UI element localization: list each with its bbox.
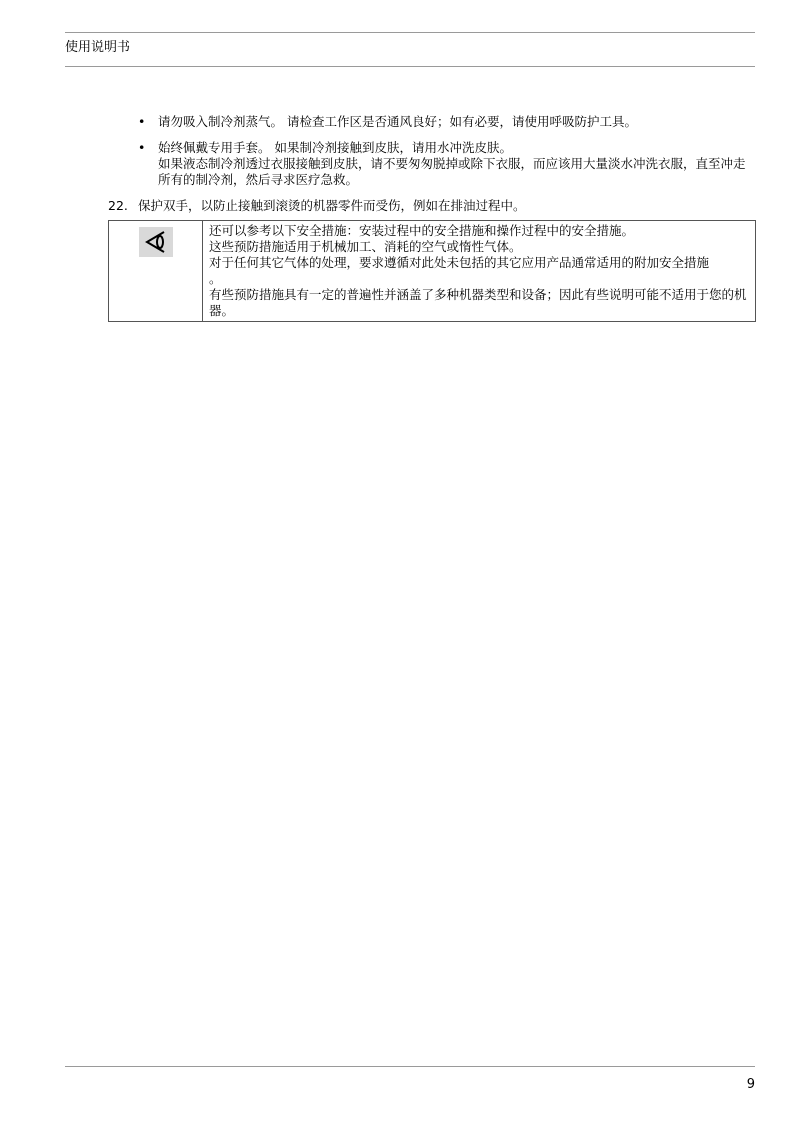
bullet-text: 始终佩戴专用手套。 如果制冷剂接触到皮肤，请用水冲洗皮肤。 (158, 140, 512, 155)
header-top-rule (65, 32, 755, 33)
bullet-dot: • (138, 114, 146, 129)
footer-rule (65, 1066, 755, 1067)
note-line: 对于任何其它气体的处理，要求遵循对此处未包括的其它应用产品通常适用的附加安全措施 (209, 255, 710, 270)
header-bottom-rule (65, 66, 755, 67)
bullet-text: 请勿吸入制冷剂蒸气。 请检查工作区是否通风良好；如有必要，请使用呼吸防护工具。 (158, 114, 637, 129)
note-icon-cell (109, 221, 203, 322)
item-text: 保护双手，以防止接触到滚烫的机器零件而受伤，例如在排油过程中。 (138, 198, 526, 213)
note-box (108, 220, 756, 322)
note-line: 这些预防措施适用于机械加工、消耗的空气或惰性气体。 (209, 239, 522, 254)
bullet-item (108, 140, 756, 188)
note-line: 有些预防措施具有一定的普遍性并涵盖了多种机器类型和设备；因此有些说明可能不适用于您的机器。 (209, 287, 747, 318)
numbered-item-22 (108, 198, 756, 214)
document-title: 使用说明书 (65, 40, 131, 55)
note-line: 还可以参考以下安全措施：安装过程中的安全措施和操作过程中的安全措施。 (209, 223, 635, 238)
page-number: 9 (746, 1077, 755, 1092)
bullet-dot: • (138, 140, 146, 155)
bullet-item (108, 114, 756, 130)
note-text-cell (203, 221, 756, 322)
item-number: 22. (108, 198, 128, 213)
bullet-text: 如果液态制冷剂透过衣服接触到皮肤，请不要匆匆脱掉或除下衣服，而应该用大量淡水冲洗衣服，直至冲走所有的制冷剂，然后寻求医疗急救。 (158, 156, 746, 187)
eye-note-icon (139, 227, 173, 257)
page-content (108, 114, 756, 322)
note-line: 。 (209, 271, 222, 286)
